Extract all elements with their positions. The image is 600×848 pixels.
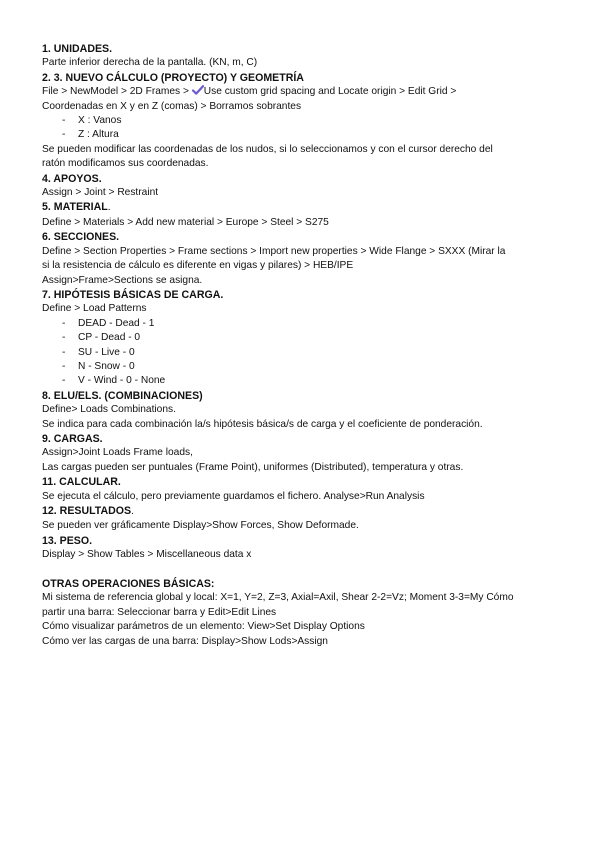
text-line: Parte inferior derecha de la pantalla. (KN, m, C): [42, 57, 258, 69]
heading-resultados: 12. RESULTADOS: [42, 505, 132, 517]
text-line: Mi sistema de referencia global y local: X=1, Y=2, Z=3, Axial=Axil, Shear 2-2=Vz; Moment 3-3=My Cómo: [42, 592, 514, 604]
heading-cargas: 9. CARGAS.: [42, 432, 103, 445]
checkmark-icon: [192, 85, 204, 95]
list-item-text: SU - Live - 0: [78, 346, 135, 358]
heading-apoyos: 4. APOYOS.: [42, 172, 102, 185]
spacer: [42, 563, 562, 577]
text-line: Coordenadas en X y en Z (comas) > Borramos sobrantes: [42, 100, 302, 112]
text-line: ratón modificamos sus coordenadas.: [42, 158, 209, 170]
list-item: [42, 128, 562, 142]
list-item-text: X : Vanos: [78, 115, 122, 127]
heading-unidades: 1. UNIDADES.: [42, 43, 113, 55]
text-line: Cómo ver las cargas de una barra: Display>Show Lods>Assign: [42, 635, 328, 647]
list-item: [42, 374, 562, 388]
text-line: Define > Load Patterns: [42, 303, 147, 315]
list-item: [42, 331, 562, 345]
text-line: Se ejecuta el cálculo, pero previamente guardamos el fichero. Analyse>Run Analysis: [42, 490, 425, 502]
list-item-text: CP - Dead - 0: [78, 332, 141, 344]
text-line: Se pueden ver gráficamente Display>Show Forces, Show Deformade.: [42, 520, 359, 532]
text-line: Define > Section Properties > Frame sections > Import new properties > Wide Flange > SXXX (Mirar la: [42, 245, 506, 257]
heading-material: 5. MATERIAL: [42, 201, 108, 214]
list-dash: -: [62, 317, 66, 329]
heading-peso: 13. PESO.: [42, 534, 93, 547]
heading-dot: .: [131, 506, 134, 517]
list-dash: -: [62, 360, 66, 372]
text-line: Se pueden modificar las coordenadas de los nudos, si lo seleccionamos y con el cursor derecho del: [42, 143, 493, 155]
list-item: [42, 114, 562, 128]
list-item-text: DEAD - Dead - 1: [78, 317, 155, 329]
text-line: Define > Materials > Add new material > Europe > Steel > S275: [42, 216, 329, 228]
list-item: [42, 346, 562, 360]
text-line: Cómo visualizar parámetros de un elemento: View>Set Display Options: [42, 621, 365, 633]
text-line: Define> Loads Combinations.: [42, 404, 176, 416]
list-item: [42, 317, 562, 331]
heading-dot: .: [107, 202, 111, 214]
heading-resultados-row: [42, 504, 562, 519]
list-item-text: Z : Altura: [78, 129, 119, 141]
heading-otras-operaciones: OTRAS OPERACIONES BÁSICAS:: [42, 578, 215, 591]
heading-nuevo-calculo: 2. 3. NUEVO CÁLCULO (PROYECTO) Y GEOMETRÍA: [42, 71, 304, 84]
text-line: Las cargas pueden ser puntuales (Frame Point), uniformes (Distributed), temperatura y otras.: [42, 461, 464, 473]
heading-hipotesis: 7. HIPÓTESIS BÁSICAS DE CARGA.: [42, 288, 224, 301]
text-line: Se indica para cada combinación la/s hipótesis básica/s de carga y el coeficiente de ponderación.: [42, 418, 483, 430]
heading-combinaciones: 8. ELU/ELS. (COMBINACIONES): [42, 389, 203, 402]
text-line: Assign>Frame>Sections se asigna.: [42, 274, 203, 286]
text-line-file-menu: [42, 85, 562, 99]
text-segment: Use custom grid spacing and Locate origin > Edit Grid >: [203, 86, 457, 98]
list-dash: -: [62, 129, 66, 141]
list-item-text: N - Snow - 0: [78, 360, 135, 372]
list-dash: -: [62, 375, 66, 387]
list-item-text: V - Wind - 0 - None: [78, 375, 166, 387]
text-line: Assign>Joint Loads Frame loads,: [42, 447, 193, 459]
list-dash: -: [62, 115, 66, 127]
heading-material-row: [42, 200, 562, 215]
heading-calcular: 11. CALCULAR.: [42, 476, 121, 489]
text-line: Display > Show Tables > Miscellaneous data x: [42, 549, 252, 561]
text-segment: File > NewModel > 2D Frames >: [42, 86, 192, 98]
text-line: si la resistencia de cálculo es diferente en vigas y pilares) > HEB/IPE: [42, 260, 354, 272]
heading-secciones: 6. SECCIONES.: [42, 231, 120, 244]
document-page: [42, 42, 562, 649]
list-item: [42, 360, 562, 374]
text-line: partir una barra: Seleccionar barra y Edit>Edit Lines: [42, 606, 277, 618]
text-line: Assign > Joint > Restraint: [42, 187, 159, 199]
list-dash: -: [62, 332, 66, 344]
list-dash: -: [62, 346, 66, 358]
